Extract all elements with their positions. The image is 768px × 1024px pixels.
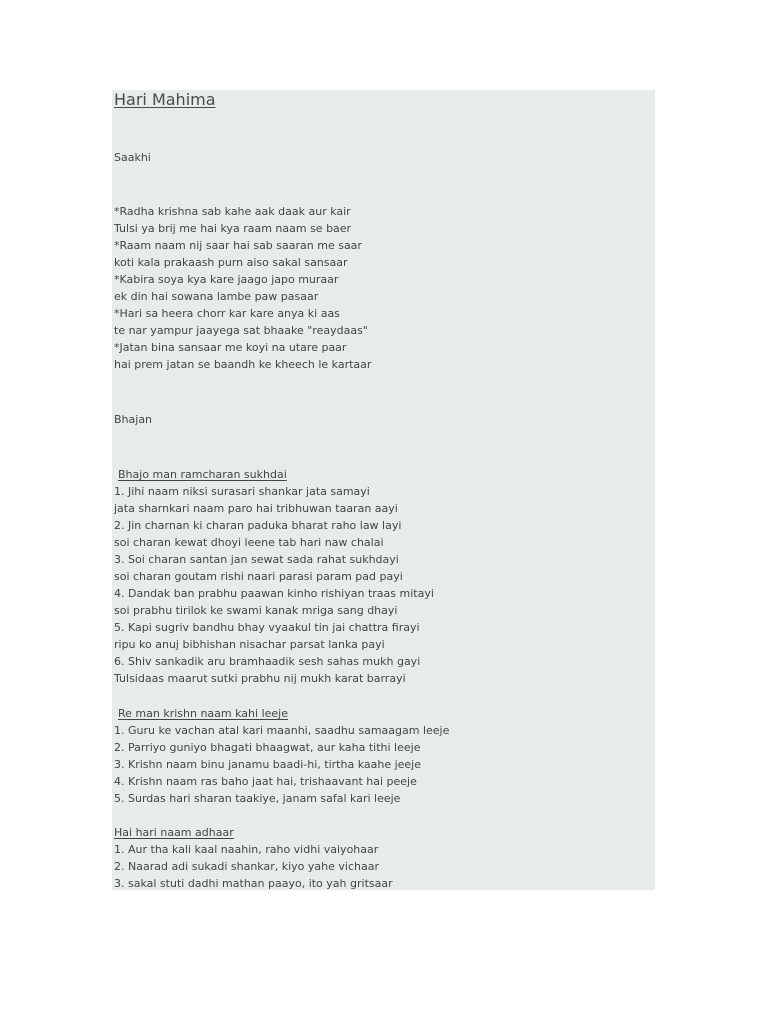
bhajan-3-title-block xyxy=(114,824,234,841)
bhajan-2-line: 2. Parriyo guniyo bhagati bhaagwat, aur kaha tithi leeje xyxy=(114,741,421,754)
bhajan-1-line: Tulsidaas maarut sutki prabhu nij mukh karat barrayi xyxy=(114,672,406,685)
bhajan-2-line: 1. Guru ke vachan atal kari maanhi, saadhu samaagam leeje xyxy=(114,724,450,737)
bhajan-1-line: 2. Jin charnan ki charan paduka bharat raho law layi xyxy=(114,519,402,532)
bhajan-2-title-block xyxy=(118,705,288,722)
saakhi-line: koti kala prakaash purn aiso sakal sansaar xyxy=(114,256,348,269)
bhajan-3-line: 3. sakal stuti dadhi mathan paayo, ito yah gritsaar xyxy=(114,877,393,890)
bhajan-3-title: Hai hari naam adhaar xyxy=(114,826,234,839)
bhajan-3-verses xyxy=(114,841,393,892)
bhajan-heading: Bhajan xyxy=(114,413,153,426)
saakhi-heading: Saakhi xyxy=(114,151,151,164)
bhajan-1-line: soi prabhu tirilok ke swami kanak mriga sang dhayi xyxy=(114,604,398,617)
bhajan-1-line: 6. Shiv sankadik aru bramhaadik sesh sahas mukh gayi xyxy=(114,655,421,668)
bhajan-1-line: 4. Dandak ban prabhu paawan kinho rishiyan traas mitayi xyxy=(114,587,434,600)
saakhi-line: hai prem jatan se baandh ke kheech le kartaar xyxy=(114,358,372,371)
bhajan-1-title-block xyxy=(118,466,287,483)
saakhi-line: te nar yampur jaayega sat bhaake "reaydaas" xyxy=(114,324,368,337)
bhajan-2-line: 3. Krishn naam binu janamu baadi-hi, tirtha kaahe jeeje xyxy=(114,758,422,771)
document-title: Hari Mahima xyxy=(114,90,216,109)
bhajan-2-line: 5. Surdas hari sharan taakiye, janam safal kari leeje xyxy=(114,792,401,805)
bhajan-2-title: Re man krishn naam kahi leeje xyxy=(118,707,288,720)
saakhi-verses xyxy=(114,203,371,373)
bhajan-1-line: jata sharnkari naam paro hai tribhuwan taaran aayi xyxy=(114,502,398,515)
bhajan-1-line: 5. Kapi sugriv bandhu bhay vyaakul tin jai chattra firayi xyxy=(114,621,420,634)
bhajan-1-verses xyxy=(114,483,434,687)
bhajan-1-line: soi charan kewat dhoyi leene tab hari naw chalai xyxy=(114,536,384,549)
bhajan-1-line: 1. Jihi naam niksi surasari shankar jata samayi xyxy=(114,485,370,498)
bhajan-2-line: 4. Krishn naam ras baho jaat hai, trishaavant hai peeje xyxy=(114,775,417,788)
saakhi-line: *Raam naam nij saar hai sab saaran me saar xyxy=(114,239,362,252)
saakhi-line: *Hari sa heera chorr kar kare anya ki aas xyxy=(114,307,340,320)
bhajan-2-verses xyxy=(114,722,449,807)
bhajan-1-line: ripu ko anuj bibhishan nisachar parsat lanka payi xyxy=(114,638,385,651)
saakhi-line: Tulsi ya brij me hai kya raam naam se baer xyxy=(114,222,352,235)
bhajan-1-title: Bhajo man ramcharan sukhdai xyxy=(118,468,287,481)
saakhi-line: *Kabira soya kya kare jaago japo muraar xyxy=(114,273,339,286)
bhajan-3-line: 1. Aur tha kali kaal naahin, raho vidhi vaiyohaar xyxy=(114,843,379,856)
bhajan-3-line: 2. Naarad adi sukadi shankar, kiyo yahe vichaar xyxy=(114,860,379,873)
bhajan-1-line: 3. Soi charan santan jan sewat sada rahat sukhdayi xyxy=(114,553,399,566)
saakhi-line: ek din hai sowana lambe paw pasaar xyxy=(114,290,319,303)
saakhi-line: *Jatan bina sansaar me koyi na utare paar xyxy=(114,341,347,354)
saakhi-line: *Radha krishna sab kahe aak daak aur kair xyxy=(114,205,351,218)
bhajan-1-line: soi charan goutam rishi naari parasi param pad payi xyxy=(114,570,403,583)
